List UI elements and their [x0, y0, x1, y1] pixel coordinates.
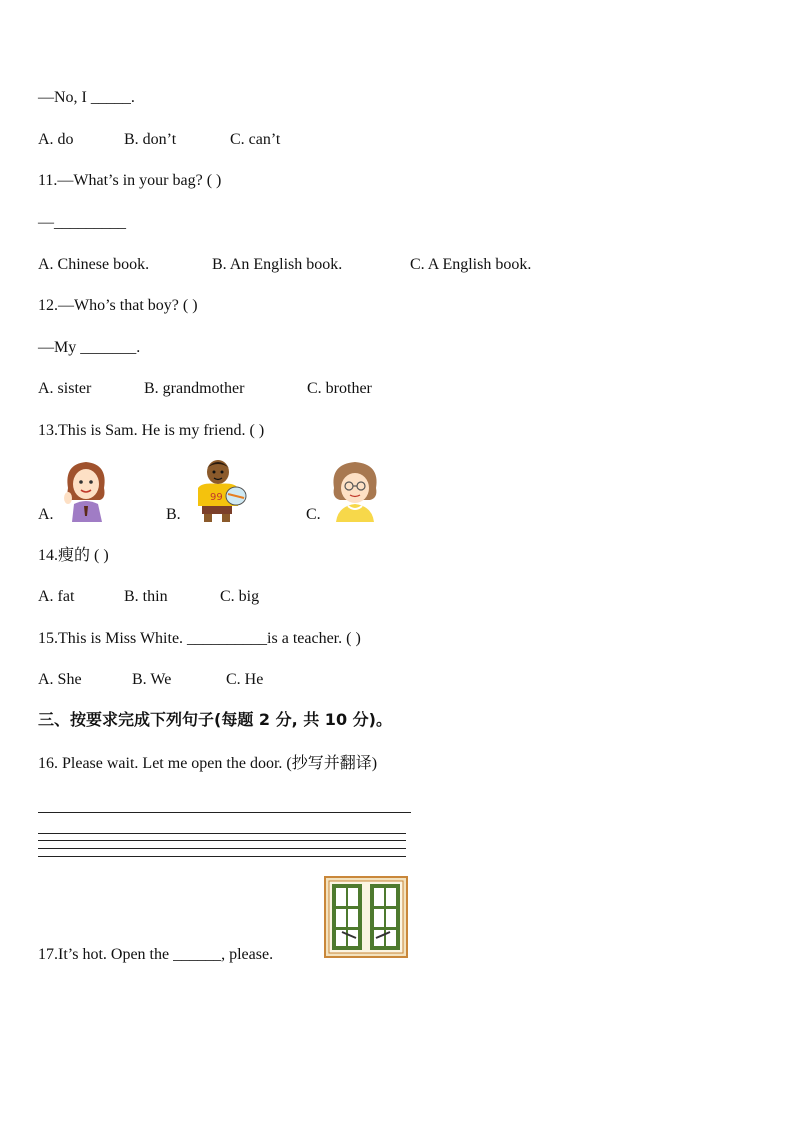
- q15-stem: 15.This is Miss White. __________is a teacher. ( ): [38, 630, 361, 647]
- q13-stem: 13.This is Sam. He is my friend. ( ): [38, 422, 265, 439]
- q15-option-b: B. We: [132, 671, 172, 688]
- answer-line: [38, 812, 411, 813]
- q12-option-c: C. brother: [307, 380, 372, 397]
- q11-option-b: B. An English book.: [212, 256, 343, 273]
- q12-reply: —My _______.: [38, 339, 141, 356]
- q11-option-c: C. A English book.: [410, 256, 532, 273]
- window-picture: [324, 876, 408, 958]
- q13-option-b: B.: [166, 506, 181, 523]
- q15-option-c: C. He: [226, 671, 264, 688]
- football-boy-picture: [194, 458, 252, 522]
- q12-option-b: B. grandmother: [144, 380, 245, 397]
- q10-option-c: C. can’t: [230, 131, 281, 148]
- q16-stem: 16. Please wait. Let me open the door. (抄写并翻译): [38, 755, 378, 772]
- section-3-heading: 三、按要求完成下列句子(每题 2 分, 共 10 分)。: [38, 710, 392, 729]
- q14-option-b: B. thin: [124, 588, 168, 605]
- grandmother-picture: [330, 460, 380, 522]
- q11-reply: —_________: [38, 214, 126, 231]
- girl-picture: [60, 458, 112, 522]
- q13-option-c: C.: [306, 506, 321, 523]
- q12-stem: 12.—Who’s that boy? ( ): [38, 297, 198, 314]
- q10-option-a: A. do: [38, 131, 74, 148]
- q14-option-c: C. big: [220, 588, 260, 605]
- q11-stem: 11.—What’s in your bag? ( ): [38, 172, 222, 189]
- q10-reply: —No, I _____.: [38, 89, 135, 106]
- writing-line-4: [38, 856, 406, 857]
- q11-option-a: A. Chinese book.: [38, 256, 150, 273]
- q10-option-b: B. don’t: [124, 131, 177, 148]
- q12-option-a: A. sister: [38, 380, 92, 397]
- writing-line-3: [38, 848, 406, 849]
- writing-line-2: [38, 840, 406, 841]
- q15-option-a: A. She: [38, 671, 82, 688]
- q13-option-a: A.: [38, 506, 54, 523]
- q14-stem: 14.瘦的 ( ): [38, 547, 109, 564]
- q14-option-a: A. fat: [38, 588, 75, 605]
- svg-text:99: 99: [210, 492, 223, 503]
- q17-stem: 17.It’s hot. Open the ______, please.: [38, 946, 274, 963]
- writing-line-1: [38, 833, 406, 834]
